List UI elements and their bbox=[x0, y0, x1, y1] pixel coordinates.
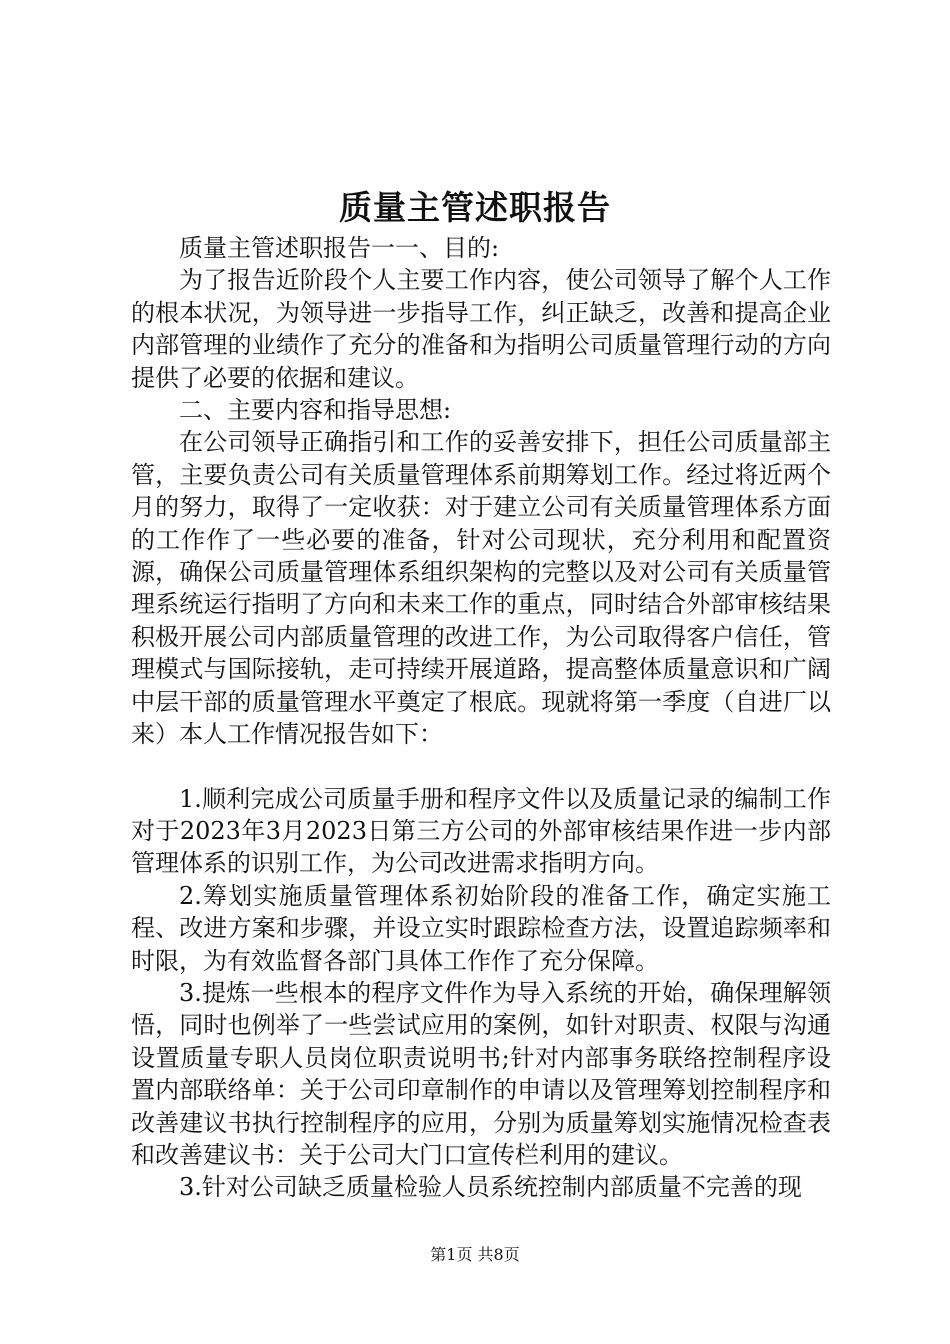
page-footer: 第1页 共8页 bbox=[430, 1245, 520, 1264]
paragraph-overview: 在公司领导正确指引和工作的妥善安排下，担任公司质量部主管，主要负责公司有关质量管理体系前期筹划工作。经过将近两个月的努力，取得了一定收获：对于建立公司有关质量管理体系方面的工作作了一些必要的准备，针对公司现状，充分利用和配置资源，确保公司质量管理体系组织架构的完整以及对公司有关质量管理系统运行指明了方向和未来工作的重点，同时结合外部审核结果积极开展公司内部质量管理的改进工作，为公司取得客户信任，管理模式与国际接轨，走可持续开展道路，提高整体质量意识和广阔中层干部的质量管理水平奠定了根底。现就将第一季度（自进厂以来）本人工作情况报告如下： bbox=[131, 428, 831, 749]
document-body bbox=[131, 232, 831, 1204]
paragraph-item-2: 2.筹划实施质量管理体系初始阶段的准备工作，确定实施工程、改进方案和步骤，并设立实时跟踪检查方法，设置追踪频率和时限，为有效监督各部门具体工作作了充分保障。 bbox=[131, 881, 831, 975]
paragraph-purpose: 为了报告近阶段个人主要工作内容，使公司领导了解个人工作的根本状况，为领导进一步指导工作，纠正缺乏，改善和提高企业内部管理的业绩作了充分的准备和为指明公司质量管理行动的方向提供了必要的依据和建议。 bbox=[131, 266, 831, 392]
paragraph-item-3b: 3.针对公司缺乏质量检验人员系统控制内部质量不完善的现 bbox=[179, 1173, 802, 1202]
paragraph-item-3: 3.提炼一些根本的程序文件作为导入系统的开始，确保理解领悟，同时也例举了一些尝试应用的案例，如针对职责、权限与沟通设置质量专职人员岗位职责说明书;针对内部事务联络控制程序设置内部联络单：关于公司印章制作的申请以及管理筹划控制程序和改善建议书执行控制程序的应用，分别为质量筹划实施情况检查表和改善建议书：关于公司大门口宣传栏利用的建议。 bbox=[131, 978, 831, 1169]
paragraph-item-1: 1.顺利完成公司质量手册和程序文件以及质量记录的编制工作对于2023年3月2023日第三方公司的外部审核结果作进一步内部管理体系的识别工作，为公司改进需求指明方向。 bbox=[131, 784, 831, 878]
document-title: 质量主管述职报告 bbox=[339, 188, 611, 227]
paragraph-intro-heading: 质量主管述职报告一一、目的: bbox=[179, 234, 500, 262]
paragraph-section-heading: 二、主要内容和指导思想: bbox=[179, 396, 452, 425]
paragraph-gap bbox=[131, 751, 831, 783]
